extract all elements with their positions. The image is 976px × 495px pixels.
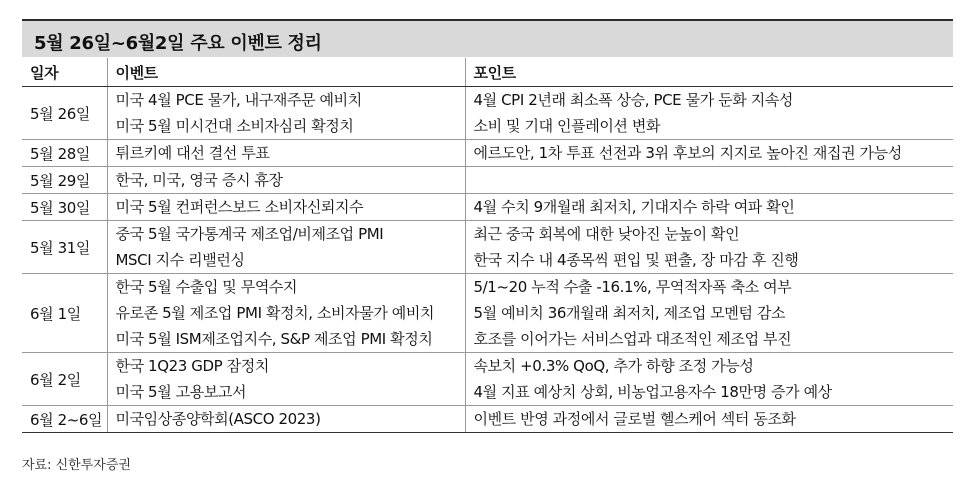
source-note: 자료: 신한투자증권 [22, 458, 131, 473]
table-row [22, 353, 953, 406]
column-header-point: 포인트 [465, 58, 953, 87]
events-table [22, 58, 953, 433]
date-cell: 5월 26일 [22, 87, 107, 140]
event-line: 한국 1Q23 GDP 잠정치 [115, 357, 269, 375]
point-cell [465, 194, 953, 221]
event-line: 유로존 5월 제조업 PMI 확정치, 소비자물가 예비치 [115, 304, 435, 322]
table-row [22, 274, 953, 353]
column-header-event: 이벤트 [107, 58, 465, 87]
point-line: 5월 예비치 36개월래 최저치, 제조업 모멘텀 감소 [473, 304, 786, 322]
event-cell [107, 221, 465, 274]
date-cell: 5월 30일 [22, 194, 107, 221]
table-body [22, 87, 953, 433]
date-cell: 5월 29일 [22, 167, 107, 194]
page-title: 5월 26일~6월2일 주요 이벤트 정리 [34, 33, 322, 54]
event-line: 한국, 미국, 영국 증시 휴장 [115, 171, 283, 189]
event-line: 중국 5월 국가통계국 제조업/비제조업 PMI [115, 225, 384, 243]
point-line: 4월 지표 예상치 상회, 비농업고용자수 18만명 증가 예상 [473, 383, 832, 401]
event-line: MSCI 지수 리밸런싱 [115, 251, 245, 269]
event-cell [107, 87, 465, 140]
table-row [22, 140, 953, 167]
point-line: 5/1~20 누적 수출 -16.1%, 무역적자폭 축소 여부 [473, 278, 792, 296]
point-line: 4월 CPI 2년래 최소폭 상승, PCE 물가 둔화 지속성 [473, 91, 793, 109]
date-cell: 6월 1일 [22, 274, 107, 353]
event-line: 미국 5월 컨퍼런스보드 소비자신뢰지수 [115, 198, 364, 216]
point-cell [465, 353, 953, 406]
point-line: 속보치 +0.3% QoQ, 추가 하향 조정 가능성 [473, 357, 754, 375]
event-cell [107, 194, 465, 221]
column-header-date: 일자 [22, 58, 107, 87]
event-line: 튀르키예 대선 결선 투표 [115, 144, 270, 162]
point-line: 에르도안, 1차 투표 선전과 3위 후보의 지지로 높아진 재집권 가능성 [473, 144, 902, 162]
point-line: 이벤트 반영 과정에서 글로벌 헬스케어 섹터 동조화 [473, 410, 796, 428]
point-cell [465, 87, 953, 140]
table-row [22, 194, 953, 221]
date-cell: 6월 2~6일 [22, 406, 107, 433]
date-cell: 6월 2일 [22, 353, 107, 406]
table-row [22, 87, 953, 140]
event-line: 미국 4월 PCE 물가, 내구재주문 예비치 [115, 91, 362, 109]
event-cell [107, 167, 465, 194]
header-row [22, 58, 953, 87]
point-line: 최근 중국 회복에 대한 낮아진 눈높이 확인 [473, 225, 740, 243]
table-row [22, 406, 953, 433]
title-bar [22, 19, 953, 57]
event-cell [107, 140, 465, 167]
event-line: 미국임상종양학회(ASCO 2023) [115, 410, 321, 428]
event-line: 미국 5월 고용보고서 [115, 383, 247, 401]
point-cell [465, 140, 953, 167]
event-line: 미국 5월 미시건대 소비자심리 확정치 [115, 117, 354, 135]
point-line: 한국 지수 내 4종목씩 편입 및 편출, 장 마감 후 진행 [473, 251, 799, 269]
event-cell [107, 353, 465, 406]
point-line: 소비 및 기대 인플레이션 변화 [473, 117, 661, 135]
date-cell: 5월 28일 [22, 140, 107, 167]
point-cell [465, 274, 953, 353]
table-row [22, 167, 953, 194]
point-cell [465, 406, 953, 433]
event-cell [107, 274, 465, 353]
point-cell [465, 221, 953, 274]
event-line: 한국 5월 수출입 및 무역수지 [115, 278, 298, 296]
table-row [22, 221, 953, 274]
event-cell [107, 406, 465, 433]
event-line: 미국 5월 ISM제조업지수, S&P 제조업 PMI 확정치 [115, 330, 433, 348]
point-cell [465, 167, 953, 194]
point-line: 호조를 이어가는 서비스업과 대조적인 제조업 부진 [473, 330, 792, 348]
date-cell: 5월 31일 [22, 221, 107, 274]
point-line: 4월 수치 9개월래 최저치, 기대지수 하락 여파 확인 [473, 198, 795, 216]
